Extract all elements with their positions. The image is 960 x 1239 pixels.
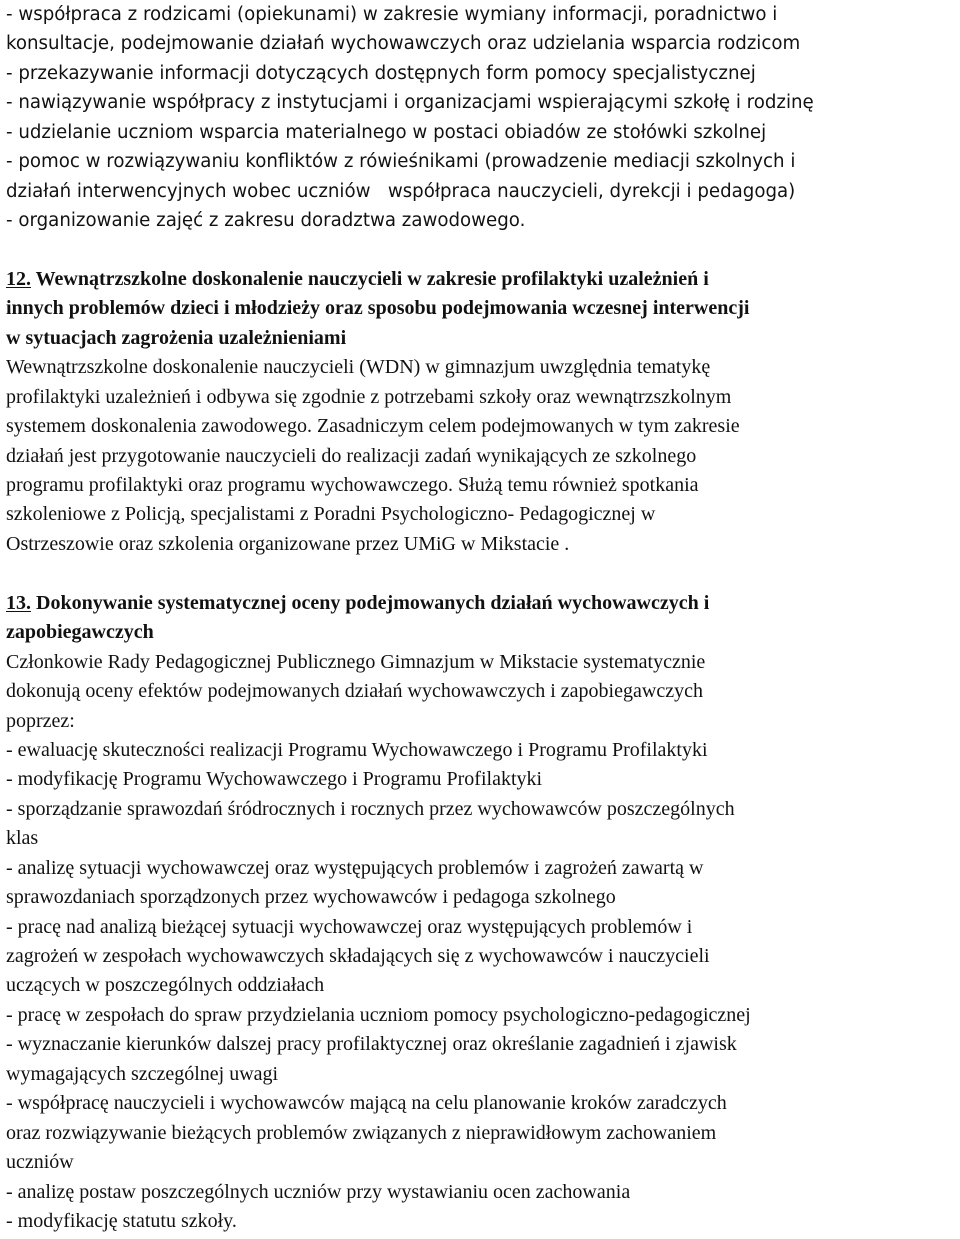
section-13-body-line: uczących w poszczególnych oddziałach [6, 974, 325, 997]
section-13-number: 13. [6, 591, 31, 614]
section-12-body-line: profilaktyki uzależnień i odbywa się zgodnie z potrzebami szkoły oraz wewnątrzszkolnym [6, 385, 732, 408]
top-list [6, 0, 960, 236]
section-13-heading-text: Dokonywanie systematycznej oceny podejmowanych działań wychowawczych i [31, 591, 710, 614]
section-13-body-line: zagrożeń w zespołach wychowawczych składających się z wychowawców i nauczycieli [6, 945, 710, 967]
section-12-body-line: Ostrzeszowie oraz szkolenia organizowane przez UMiG w Mikstacie . [6, 532, 570, 555]
section-12-body-line: działań jest przygotowanie nauczycieli do realizacji zadań wynikających ze szkolnego [6, 444, 697, 467]
section-13-body-line: - modyfikację statutu szkoły. [6, 1209, 237, 1232]
section-12-body-line: Wewnątrzszkolne doskonalenie nauczycieli (WDN) w gimnazjum uwzględnia tematykę [6, 356, 711, 379]
section-13-body-line: - analizę postaw poszczególnych uczniów przy wystawianiu ocen zachowania [6, 1180, 631, 1203]
list-item: - udzielanie uczniom wsparcia materialnego w postaci obiadów ze stołówki szkolnej [6, 121, 767, 143]
list-item: działań interwencyjnych wobec uczniów współpraca nauczycieli, dyrekcji i pedagoga) [6, 180, 796, 202]
list-item: - nawiązywanie współpracy z instytucjami i organizacjami wspierającymi szkołę i rodzinę [6, 92, 814, 114]
section-12-number: 12. [6, 267, 31, 290]
section-13-body-line: - wyznaczanie kierunków dalszej pracy profilaktycznej oraz określanie zagadnień i zjawisk [6, 1033, 737, 1056]
section-13-body-line: uczniów [6, 1151, 74, 1174]
section-12-body-line: programu profilaktyki oraz programu wychowawczego. Służą temu również spotkania [6, 474, 699, 496]
section-12-heading-line [6, 265, 960, 294]
section-12 [6, 265, 960, 559]
section-13-body-line: Członkowie Rady Pedagogicznej Publicznego Gimnazjum w Mikstacie systematycznie [6, 650, 706, 673]
list-item: - współpraca z rodzicami (opiekunami) w zakresie wymiany informacji, poradnictwo i [6, 4, 778, 25]
section-12-body-line: szkoleniowe z Policją, specjalistami z Poradni Psychologiczno- Pedagogicznej w [6, 503, 656, 526]
section-13-body-line: dokonują oceny efektów podejmowanych działań wychowawczych i zapobiegawczych [6, 680, 703, 703]
section-12-body-line: systemem doskonalenia zawodowego. Zasadniczym celem podejmowanych w tym zakresie [6, 415, 740, 438]
section-13-body-line: - analizę sytuacji wychowawczej oraz występujących problemów i zagrożeń zawartą w [6, 856, 704, 879]
spacer [6, 559, 960, 588]
section-13-heading-line: zapobiegawczych [6, 621, 154, 644]
section-13 [6, 589, 960, 1237]
spacer [6, 236, 960, 265]
section-12-heading-text: Wewnątrzszkolne doskonalenie nauczycieli w zakresie profilaktyki uzależnień i [31, 267, 709, 290]
section-12-heading-line: w sytuacjach zagrożenia uzależnieniami [6, 326, 347, 349]
section-13-body-line: - pracę nad analizą bieżącej sytuacji wychowawczej oraz występujących problemów i [6, 915, 693, 938]
document-page [6, 0, 960, 1236]
section-13-body-line: sprawozdaniach sporządzonych przez wychowawców i pedagoga szkolnego [6, 886, 616, 909]
section-13-body-line: - współpracę nauczycieli i wychowawców mającą na celu planowanie kroków zaradczych [6, 1092, 727, 1115]
section-12-heading-line: innych problemów dzieci i młodzieży oraz sposobu podejmowania wczesnej interwencji [6, 297, 750, 320]
section-13-body-line: - ewaluację skuteczności realizacji Programu Wychowawczego i Programu Profilaktyki [6, 738, 708, 761]
list-item: - pomoc w rozwiązywaniu konfliktów z rówieśnikami (prowadzenie mediacji szkolnych i [6, 151, 796, 173]
section-13-body-line: - modyfikację Programu Wychowawczego i Programu Profilaktyki [6, 768, 543, 791]
section-13-body-line: oraz rozwiązywanie bieżących problemów związanych z nieprawidłowym zachowaniem [6, 1121, 717, 1144]
list-item: - organizowanie zajęć z zakresu doradztwa zawodowego. [6, 210, 526, 232]
list-item: konsultacje, podejmowanie działań wychowawczych oraz udzielania wsparcia rodzicom [6, 33, 801, 55]
section-13-body-line: - sporządzanie sprawozdań śródrocznych i rocznych przez wychowawców poszczególnych [6, 797, 735, 820]
section-13-body-line: poprzez: [6, 709, 75, 732]
list-item: - przekazywanie informacji dotyczących dostępnych form pomocy specjalistycznej [6, 62, 756, 84]
section-13-heading-line [6, 589, 960, 618]
section-13-body-line: wymagających szczególnej uwagi [6, 1062, 279, 1085]
section-13-body-line: klas [6, 827, 39, 850]
section-13-body-line: - pracę w zespołach do spraw przydzielania uczniom pomocy psychologiczno-pedagogicznej [6, 1003, 751, 1026]
